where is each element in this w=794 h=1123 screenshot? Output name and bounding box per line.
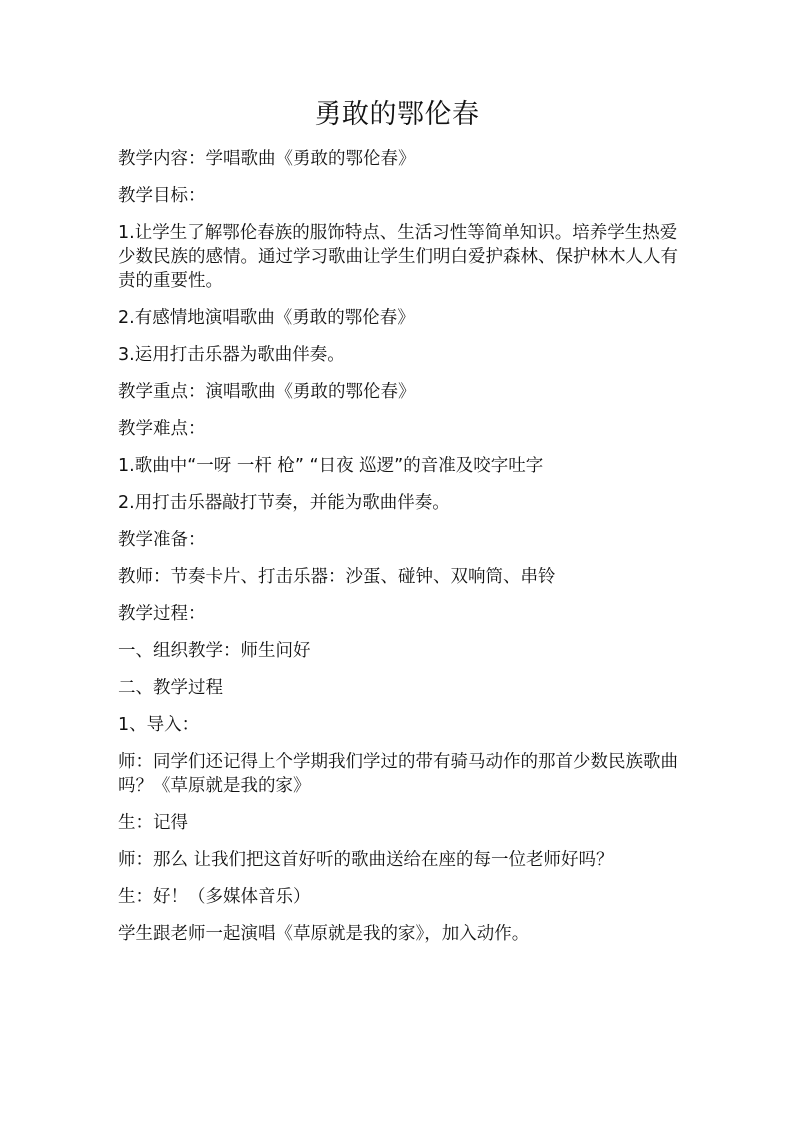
document-body <box>118 147 678 959</box>
paragraph: 教学过程： <box>118 604 206 624</box>
paragraph: 生：记得 <box>118 813 188 833</box>
paragraph: 2.有感情地演唱歌曲《勇敢的鄂伦春》 <box>118 308 415 328</box>
paragraph: 教学准备： <box>118 530 206 550</box>
paragraph: 师：那么 让我们把这首好听的歌曲送给在座的每一位老师好吗？ <box>118 850 614 870</box>
page-title: 勇敢的鄂伦春 <box>314 99 480 130</box>
paragraph: 一、组织教学：师生问好 <box>118 641 311 661</box>
paragraph: 3.运用打击乐器为歌曲伴奏。 <box>118 345 345 365</box>
paragraph: 1.让学生了解鄂伦春族的服饰特点、生活习性等简单知识。培养学生热爱少数民族的感情。通过学习歌曲让学生们明白爱护森林、保护林木人人有责的重要性。 <box>118 223 678 291</box>
paragraph: 生：好！（多媒体音乐） <box>118 887 311 907</box>
paragraph: 1.歌曲中“一呀 一杆 枪” “日夜 巡逻”的音准及咬字吐字 <box>118 456 544 476</box>
paragraph: 教学内容：学唱歌曲《勇敢的鄂伦春》 <box>118 149 416 169</box>
paragraph: 1、导入： <box>118 715 200 735</box>
paragraph: 教学目标： <box>118 186 206 206</box>
paragraph: 教学重点：演唱歌曲《勇敢的鄂伦春》 <box>118 382 416 402</box>
paragraph: 教学难点： <box>118 419 206 439</box>
paragraph: 教师：节奏卡片、打击乐器：沙蛋、碰钟、双响筒、串铃 <box>118 567 556 587</box>
paragraph: 学生跟老师一起演唱《草原就是我的家》，加入动作。 <box>118 924 530 944</box>
paragraph: 二、教学过程 <box>118 678 223 698</box>
paragraph: 师：同学们还记得上个学期我们学过的带有骑马动作的那首少数民族歌曲吗？《草原就是我的家》 <box>118 752 678 796</box>
paragraph: 2.用打击乐器敲打节奏，并能为歌曲伴奏。 <box>118 493 450 513</box>
